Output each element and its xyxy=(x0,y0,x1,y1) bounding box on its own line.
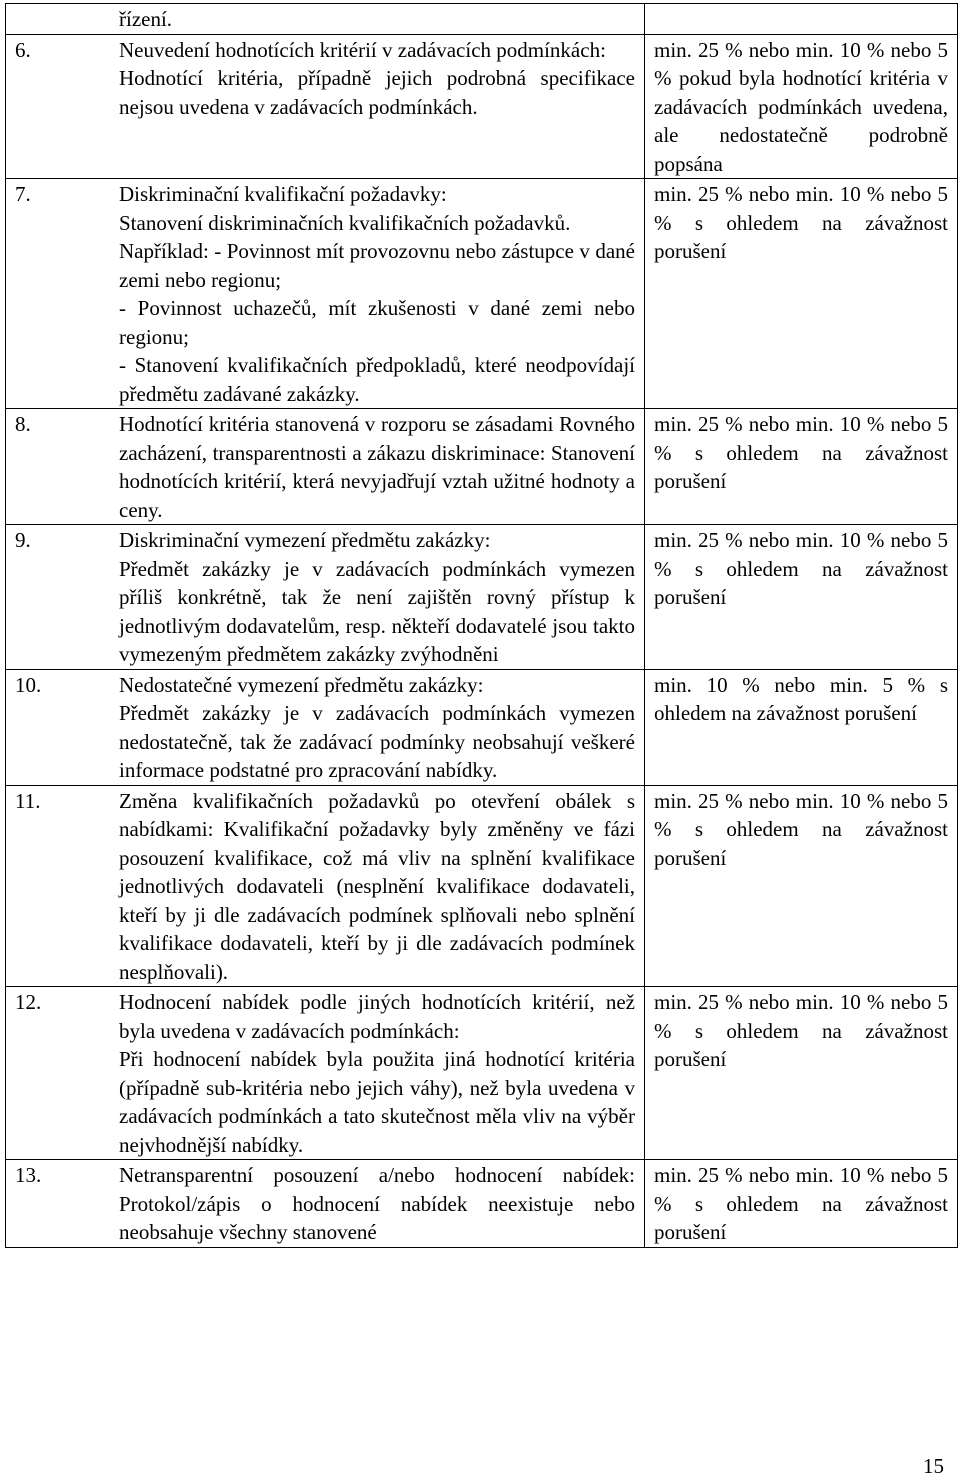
violation-cell xyxy=(6,179,645,409)
violation-paragraph: Nedostatečné vymezení předmětu zakázky: xyxy=(119,672,484,697)
violation-paragraph: Změna kvalifikačních požadavků po otevření obálek s nabídkami: Kvalifikační požadavky byly změněny ve fázi posouzení kvalifikace, což má vliv na splnění kvalifikace jednotlivých dodavateli (nesplnění kvalifikace dodavateli, kteří by ji dle zadávacích podmínek splňovali nebo splnění kvalifikace dodavateli, kteří by ji dle zadávacích podmínek nesplňovali). xyxy=(119,788,635,984)
violation-description xyxy=(119,36,635,122)
continuation-penalty-cell xyxy=(645,4,958,35)
penalty-cell xyxy=(645,525,958,670)
violation-cell xyxy=(6,525,645,670)
item-number: 7. xyxy=(15,182,31,206)
item-number: 9. xyxy=(15,528,31,552)
item-number: 8. xyxy=(15,412,31,436)
violation-paragraph: Předmět zakázky je v zadávacích podmínkách vymezen nedostatečně, tak že zadávací podmínky neobsahují veškeré informace podstatné pro zpracování nabídky. xyxy=(119,701,635,782)
violation-paragraph: - Stanovení kvalifikačních předpokladů, které neodpovídají předmětu zadávané zakázky. xyxy=(119,353,635,406)
table-row xyxy=(6,409,958,525)
penalty-cell xyxy=(645,987,958,1160)
penalty-text: min. 25 % nebo min. 10 % nebo 5 % s ohledem na závažnost porušení xyxy=(654,528,948,609)
continuation-text: řízení. xyxy=(119,7,173,31)
continuation-cell xyxy=(6,4,645,35)
violation-paragraph: Diskriminační kvalifikační požadavky: xyxy=(119,182,447,206)
penalty-cell xyxy=(645,669,958,785)
penalty-text: min. 25 % nebo min. 10 % nebo 5 % s ohledem na závažnost porušení xyxy=(654,182,948,263)
penalty-text: min. 25 % nebo min. 10 % nebo 5 % pokud byla hodnotící kritéria v zadávacích podmínkách uvedena, ale nedostatečně podrobně popsána xyxy=(654,37,948,176)
penalty-text: min. 25 % nebo min. 10 % nebo 5 % s ohledem na závažnost porušení xyxy=(654,1163,948,1244)
violation-paragraph: Diskriminační vymezení předmětu zakázky: xyxy=(119,528,491,552)
table-row-continuation xyxy=(6,4,958,35)
violation-item xyxy=(15,1161,635,1247)
item-number: 10. xyxy=(15,672,42,697)
violation-paragraph: Neuvedení hodnotících kritérií v zadávacích podmínkách: xyxy=(119,37,606,62)
penalty-cell xyxy=(645,34,958,179)
continuation-item xyxy=(15,5,635,34)
violation-paragraph: Při hodnocení nabídek byla použita jiná hodnotící kritéria (případně sub-kritéria nebo jejich váhy), než byla uvedena v zadávacích podmínkách a tato skutečnost měla vliv na výběr nejvhodnější nabídky. xyxy=(119,1047,635,1157)
violation-paragraph: Stanovení diskriminačních kvalifikačních požadavků. xyxy=(119,210,571,235)
table-row xyxy=(6,785,958,987)
penalty-cell xyxy=(645,409,958,525)
penalty-cell xyxy=(645,1160,958,1248)
penalty-cell xyxy=(645,179,958,409)
violation-paragraph: Předmět zakázky je v zadávacích podmínkách vymezen příliš konkrétně, tak že není zajištěn rovný přístup k jednotlivým dodavatelům, resp. někteří dodavatelé jsou takto vymezeným předmětem zakázky zvýhodněni xyxy=(119,556,635,666)
violation-paragraph: Například: - Povinnost mít provozovnu nebo zástupce v dané zemi nebo regionu; xyxy=(119,239,635,292)
penalty-text: min. 10 % nebo min. 5 % s ohledem na závažnost porušení xyxy=(654,672,948,725)
violation-description xyxy=(119,526,635,669)
item-number: 12. xyxy=(15,990,42,1014)
violation-paragraph: Hodnotící kritéria stanovená v rozporu se zásadami Rovného zacházení, transparentnosti a zákazu diskriminace: Stanovení hodnotících kritérií, která nevyjadřují vztah užitné hodnoty a ceny. xyxy=(119,412,635,522)
violation-cell xyxy=(6,1160,645,1248)
penalty-text: min. 25 % nebo min. 10 % nebo 5 % s ohledem na závažnost porušení xyxy=(654,788,948,870)
violation-paragraph: Hodnotící kritéria, případně jejich podrobná specifikace nejsou uvedena v zadávacích podmínkách. xyxy=(119,66,635,119)
violation-item xyxy=(15,410,635,524)
table-row xyxy=(6,669,958,785)
penalty-cell xyxy=(645,785,958,987)
violation-paragraph: Hodnocení nabídek podle jiných hodnotících kritérií, než byla uvedena v zadávacích podmínkách: xyxy=(119,990,635,1043)
penalty-text: min. 25 % nebo min. 10 % nebo 5 % s ohledem na závažnost porušení xyxy=(654,412,948,493)
penalty-text: min. 25 % nebo min. 10 % nebo 5 % s ohledem na závažnost porušení xyxy=(654,990,948,1071)
violation-description xyxy=(119,1161,635,1247)
item-number-empty xyxy=(15,5,119,34)
violation-description xyxy=(119,671,635,785)
table-row xyxy=(6,179,958,409)
violation-cell xyxy=(6,409,645,525)
violation-cell xyxy=(6,987,645,1160)
violation-paragraph: Netransparentní posouzení a/nebo hodnocení nabídek: Protokol/zápis o hodnocení nabídek neexistuje nebo neobsahuje všechny stanovené xyxy=(119,1163,635,1244)
violation-item xyxy=(15,180,635,408)
violation-description xyxy=(119,988,635,1159)
violation-item xyxy=(15,36,635,122)
item-number: 13. xyxy=(15,1163,42,1187)
violation-paragraph: - Povinnost uchazečů, mít zkušenosti v dané zemi nebo regionu; xyxy=(119,296,635,349)
violation-description xyxy=(119,410,635,524)
violation-description xyxy=(119,787,635,987)
violation-cell xyxy=(6,785,645,987)
page-number: 15 xyxy=(923,1454,944,1478)
table-row xyxy=(6,525,958,670)
table-row xyxy=(6,34,958,179)
correction-table-body xyxy=(6,4,958,1248)
violation-cell xyxy=(6,34,645,179)
correction-table xyxy=(5,3,958,1248)
violation-item xyxy=(15,988,635,1159)
table-row xyxy=(6,987,958,1160)
violation-item xyxy=(15,787,635,987)
item-number: 11. xyxy=(15,788,41,813)
item-number: 6. xyxy=(15,37,31,62)
violation-description xyxy=(119,180,635,408)
violation-item xyxy=(15,671,635,785)
violation-item xyxy=(15,526,635,669)
violation-cell xyxy=(6,669,645,785)
table-row xyxy=(6,1160,958,1248)
